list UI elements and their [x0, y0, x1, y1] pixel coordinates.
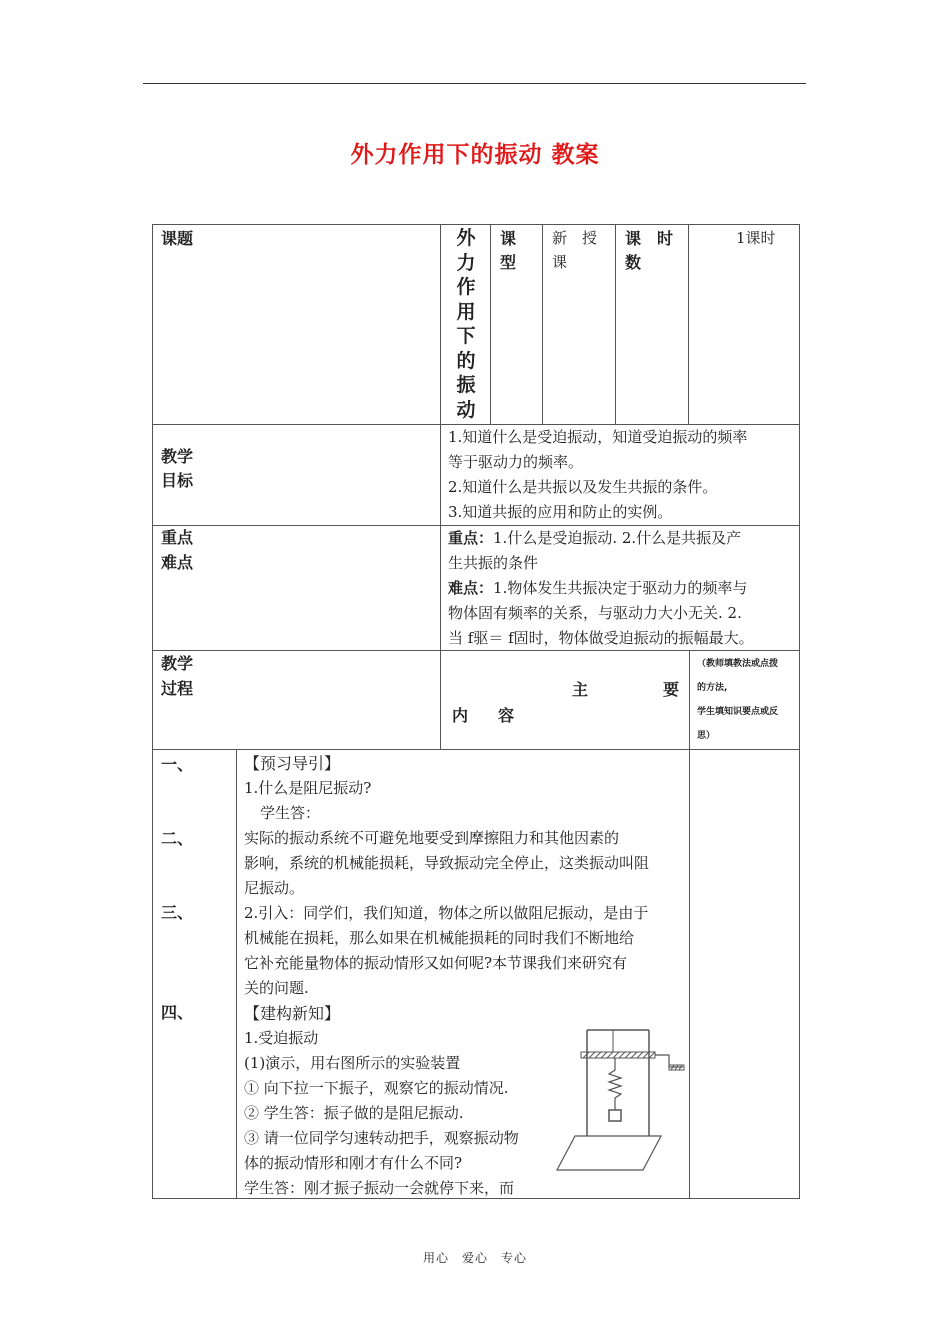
type-value-1: 新 授 — [552, 229, 598, 247]
type-value-2: 课 — [552, 253, 568, 271]
process-label-1: 教学 — [161, 654, 194, 673]
objective-line: 3.知道共振的应用和防止的实例。 — [448, 503, 673, 521]
body-line: 1.受迫振动 — [244, 1029, 319, 1047]
hours-value: 1课时 — [736, 229, 776, 247]
objective-line: 1.知道什么是受迫振动，知道受迫振动的频率 — [448, 428, 748, 446]
keypoints-label-1: 重点 — [161, 528, 194, 547]
body-line: 学生答：刚才振子振动一会就停下来，而 — [244, 1179, 515, 1197]
keypoints-label-2: 难点 — [161, 553, 194, 572]
body-line: 实际的振动系统不可避免地要受到摩擦阻力和其他因素的 — [244, 829, 620, 847]
type-label-1: 课 — [500, 229, 517, 248]
header-rule — [143, 83, 806, 84]
body-line: 尼振动。 — [244, 879, 305, 897]
body-line: 影响，系统的机械能损耗，导致振动完全停止，这类振动叫阻 — [244, 854, 650, 872]
content-label-1: 内 — [452, 706, 469, 725]
objective-line: 等于驱动力的频率。 — [448, 453, 584, 471]
note-line: 的方法, — [697, 683, 728, 693]
page-title: 外力作用下的振动 教案 — [350, 142, 600, 168]
key-line-1 — [448, 526, 741, 551]
topic-value: 外力作用下的振动 — [456, 227, 476, 421]
diff-text: 1.物体发生共振决定于驱动力的频率与 — [493, 579, 748, 597]
step-marker: 三、 — [161, 903, 194, 922]
body-line: 2.引入：同学们，我们知道，物体之所以做阻尼振动，是由于 — [244, 904, 649, 922]
diff-line-1 — [448, 576, 747, 601]
page-footer: 用心 爱心 专心 — [422, 1251, 527, 1265]
hours-label-2: 数 — [625, 253, 642, 272]
main-label-1: 主 — [572, 680, 589, 699]
body-line: ③ 请一位同学匀速转动把手，观察振动物 — [244, 1129, 519, 1147]
build-heading: 【建构新知】 — [244, 1004, 341, 1023]
objective-line: 2.知道什么是共振以及发生共振的条件。 — [448, 478, 718, 496]
key-line-2: 生共振的条件 — [448, 554, 539, 572]
preview-heading: 【预习导引】 — [244, 754, 341, 773]
process-label-2: 过程 — [161, 679, 194, 698]
objectives-label-1: 教学 — [161, 447, 194, 466]
content-label-2: 容 — [498, 706, 515, 725]
body-line: 学生答： — [260, 804, 321, 822]
step-marker: 一、 — [161, 755, 194, 774]
step-marker: 二、 — [161, 829, 194, 848]
body-line: (1)演示，用右图所示的实验装置 — [244, 1054, 461, 1072]
forced-vibration-apparatus-figure — [553, 1020, 688, 1178]
key-label: 重点： — [448, 529, 494, 547]
body-line: ② 学生答：振子做的是阻尼振动. — [244, 1104, 464, 1122]
note-line: 学生填知识要点或反 — [697, 707, 779, 717]
diff-line-2: 物体固有频率的关系，与驱动力大小无关. 2. — [448, 604, 742, 622]
body-line: 体的振动情形和刚才有什么不同? — [244, 1154, 463, 1172]
body-line: 它补充能量物体的振动情形又如何呢?本节课我们来研究有 — [244, 954, 628, 972]
diff-label: 难点： — [448, 579, 494, 597]
body-line: 关的问题. — [244, 979, 309, 997]
main-label-2: 要 — [663, 680, 680, 699]
body-line: ① 向下拉一下振子，观察它的振动情况. — [244, 1079, 509, 1097]
step-marker: 四、 — [161, 1003, 194, 1022]
hours-label-1: 课 时 — [625, 229, 674, 248]
topic-label: 课题 — [161, 229, 194, 248]
note-line: （教师填教法或点拨 — [697, 659, 779, 669]
note-line: 思） — [697, 731, 716, 741]
objectives-label-2: 目标 — [161, 471, 194, 490]
type-label-2: 型 — [500, 253, 517, 272]
key-text: 1.什么是受迫振动. 2.什么是共振及产 — [493, 529, 742, 547]
body-line: 机械能在损耗，那么如果在机械能损耗的同时我们不断地给 — [244, 929, 635, 947]
diff-line-3: 当 f驱＝ f固时，物体做受迫振动的振幅最大。 — [448, 629, 754, 647]
body-line: 1.什么是阻尼振动? — [244, 779, 372, 797]
